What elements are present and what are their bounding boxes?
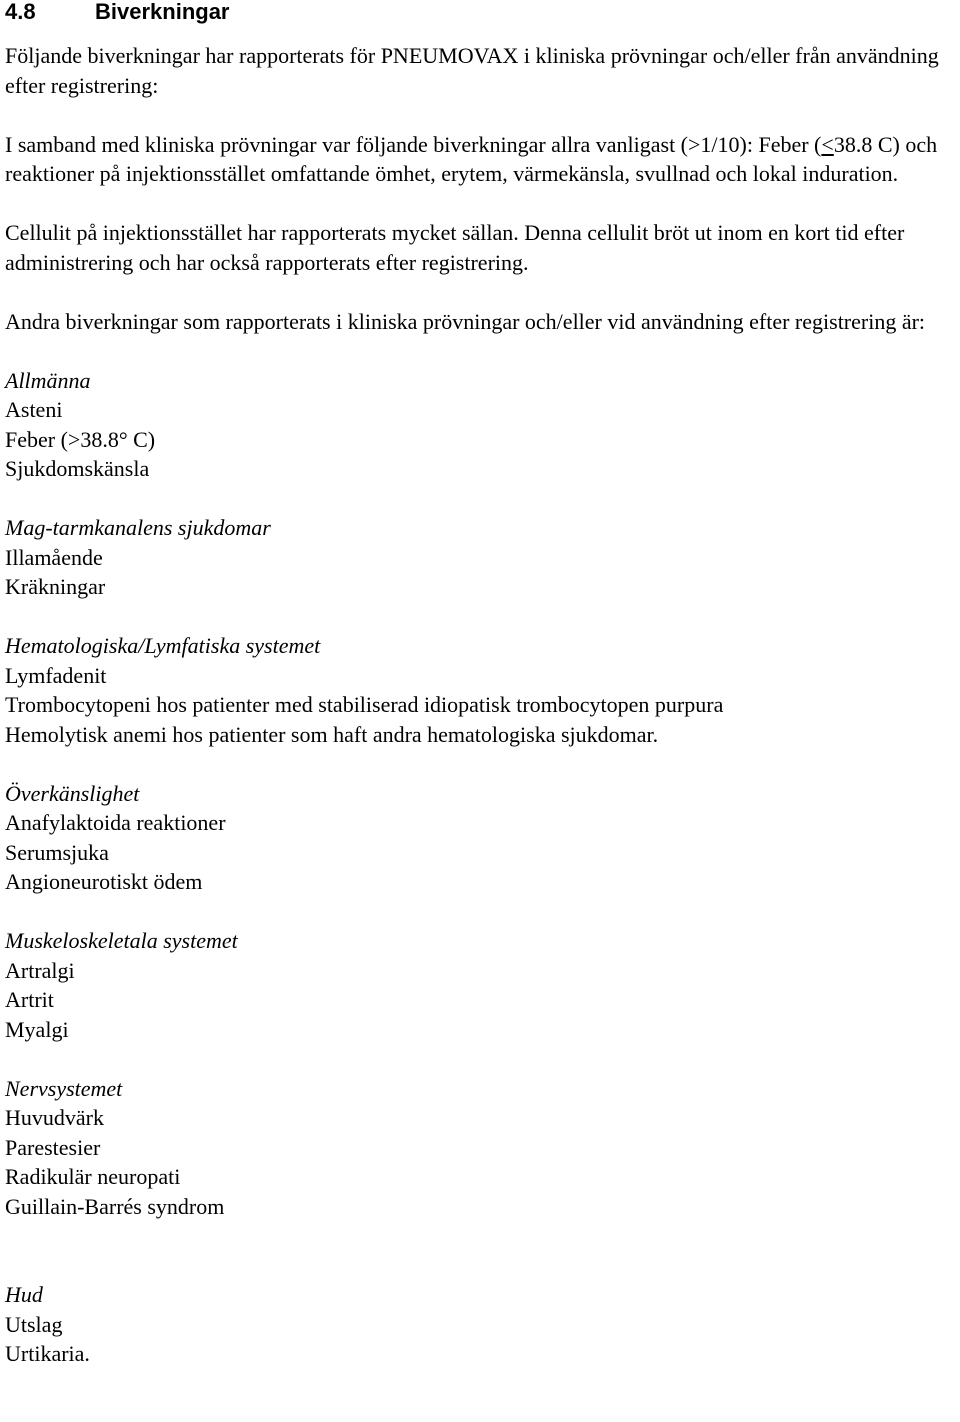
group-item: Trombocytopeni hos patienter med stabiliserad idiopatisk trombocytopen purpura xyxy=(5,692,724,717)
group-item: Guillain-Barrés syndrom xyxy=(5,1193,225,1219)
document-page xyxy=(5,0,955,1398)
group-item: Angioneurotiskt ödem xyxy=(5,869,203,894)
intro-paragraph: Följande biverkningar har rapporterats för PNEUMOVAX i kliniska prövningar och/eller från användning efter registrering: xyxy=(5,43,939,98)
group-category: Hematologiska/Lymfatiska systemet xyxy=(5,633,321,658)
blank-gap xyxy=(5,1251,955,1281)
section-title: Biverkningar xyxy=(95,0,230,24)
group-item: Urtikaria. xyxy=(5,1341,90,1366)
reaction-group xyxy=(5,1280,955,1369)
group-item: Feber (>38.8° C) xyxy=(5,426,156,452)
reaction-group xyxy=(5,366,955,484)
group-item: Parestesier xyxy=(5,1134,101,1160)
group-category: Överkänslighet xyxy=(5,780,140,806)
common-reactions-text-a: I samband med kliniska prövningar var följande biverkningar allra vanligast (>1/10): Feber ( xyxy=(5,131,822,157)
less-equal-sign: < xyxy=(821,131,834,157)
common-reactions-text-b: 38.8 C) och reaktioner på injektionsstället omfattande ömhet, erytem, värmekänsla, svullnad och lokal induration. xyxy=(5,131,938,186)
reaction-group xyxy=(5,513,955,602)
group-item: Lymfadenit xyxy=(5,662,107,688)
section-number: 4.8 xyxy=(5,0,36,24)
group-item: Sjukdomskänsla xyxy=(5,456,150,481)
reaction-group xyxy=(5,779,955,897)
reaction-group xyxy=(5,631,955,749)
reaction-group xyxy=(5,926,955,1044)
group-item: Kräkningar xyxy=(5,574,106,599)
group-category: Hud xyxy=(5,1282,43,1307)
group-item: Asteni xyxy=(5,397,63,422)
group-item: Huvudvärk xyxy=(5,1105,104,1130)
reaction-group xyxy=(5,1074,955,1222)
group-category: Nervsystemet xyxy=(5,1075,123,1101)
group-category: Mag-tarmkanalens sjukdomar xyxy=(5,515,271,540)
reaction-groups xyxy=(5,366,955,1369)
group-category: Allmänna xyxy=(5,367,91,393)
group-item: Illamående xyxy=(5,544,103,570)
group-item: Artralgi xyxy=(5,957,75,983)
group-item: Artrit xyxy=(5,987,54,1012)
cellulit-paragraph: Cellulit på injektionsstället har rapporterats mycket sällan. Denna cellulit bröt ut inom en kort tid efter administrering och har också rapporterats efter registrering. xyxy=(5,220,905,275)
group-item: Hemolytisk anemi hos patienter som haft andra hematologiska sjukdomar. xyxy=(5,721,659,747)
section-heading xyxy=(5,0,955,24)
group-item: Serumsjuka xyxy=(5,839,109,865)
group-item: Anafylaktoida reaktioner xyxy=(5,810,226,835)
other-reactions-paragraph: Andra biverkningar som rapporterats i kliniska prövningar och/eller vid användning efter registrering är: xyxy=(5,308,926,334)
group-item: Utslag xyxy=(5,1311,63,1337)
group-item: Myalgi xyxy=(5,1016,69,1042)
group-category: Muskeloskeletala systemet xyxy=(5,928,238,953)
group-item: Radikulär neuropati xyxy=(5,1164,181,1189)
common-reactions-paragraph xyxy=(5,130,955,189)
